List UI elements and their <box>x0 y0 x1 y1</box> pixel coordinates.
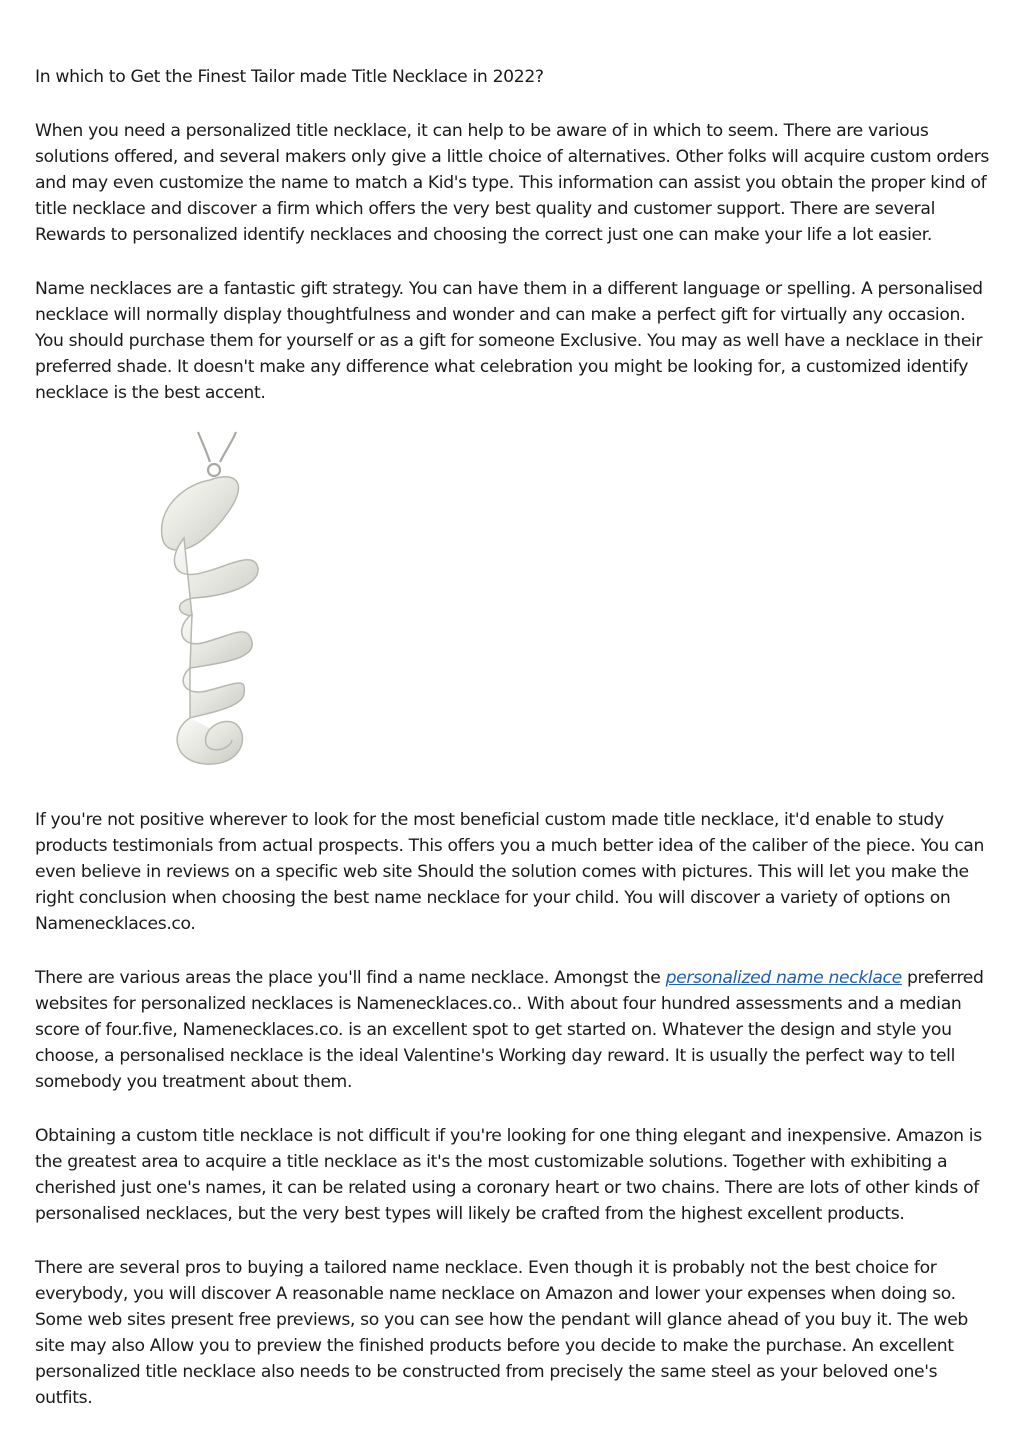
paragraph-4 <box>35 965 995 1095</box>
paragraph-5: Obtaining a custom title necklace is not difficult if you're looking for one thing elegant and inexpensive. Amazon is the greatest area to acquire a title necklace as it's the most customizable solutions. Together with exhibiting a cherished just one's names, it can be related using a coronary heart or two chains. There are lots of other kinds of personalised necklaces, but the very best types will likely be crafted from the highest excellent products. <box>35 1126 982 1224</box>
paragraph-2: Name necklaces are a fantastic gift strategy. You can have them in a different language or spelling. A personalised necklace will normally display thoughtfulness and wonder and can make a perfect gift for virtually any occasion. You should purchase them for yourself or as a gift for someone Exclusive. You may as well have a necklace in their preferred shade. It doesn't make any difference what celebration you might be looking for, a customized identify necklace is the best accent. <box>35 279 983 403</box>
paragraph-6: There are several pros to buying a tailored name necklace. Even though it is probably not the best choice for everybody, you will discover A reasonable name necklace on Amazon and lower your expenses when doing so. Some web sites present free previews, so you can see how the pendant will glance ahead of you buy it. The web site may also Allow you to preview the finished products before you decide to make the purchase. An excellent personalized title necklace also needs to be constructed from precisely the same steel as your beloved one's outfits. <box>35 1258 968 1408</box>
chain <box>198 432 236 476</box>
article-title: In which to Get the Finest Tailor made Title Necklace in 2022? <box>35 67 544 87</box>
pendant-name <box>162 477 258 764</box>
paragraph-1: When you need a personalized title necklace, it can help to be aware of in which to seem. There are various solutions offered, and several makers only give a little choice of alternatives. Other folks will acquire custom orders and may even customize the name to match a Kid's type. This information can assist you obtain the proper kind of title necklace and discover a firm which offers the very best quality and customer support. There are several Rewards to personalized identify necklaces and choosing the correct just one can make your life a lot easier. <box>35 121 990 245</box>
paragraph-4-text-before: There are various areas the place you'll find a name necklace. Amongst the <box>35 968 666 988</box>
name-necklace-image <box>150 428 280 778</box>
paragraph-4-text-after: preferred websites for personalized necklaces is Namenecklaces.co.. With about four hundred assessments and a median score of four.five, Namenecklaces.co. is an excellent spot to get started on. Whatever the design and style you choose, a personalised necklace is the ideal Valentine's Working day reward. It is usually the perfect way to tell somebody you treatment about them. <box>35 968 984 1092</box>
paragraph-3: If you're not positive wherever to look for the most beneficial custom made title necklace, it'd enable to study products testimonials from actual prospects. This offers you a much better idea of the caliber of the piece. You can even believe in reviews on a specific web site Should the solution comes with pictures. This will let you make the right conclusion when choosing the best name necklace for your child. You will discover a variety of options on Namenecklaces.co. <box>35 810 985 934</box>
personalized-name-necklace-link[interactable]: personalized name necklace <box>665 968 902 988</box>
